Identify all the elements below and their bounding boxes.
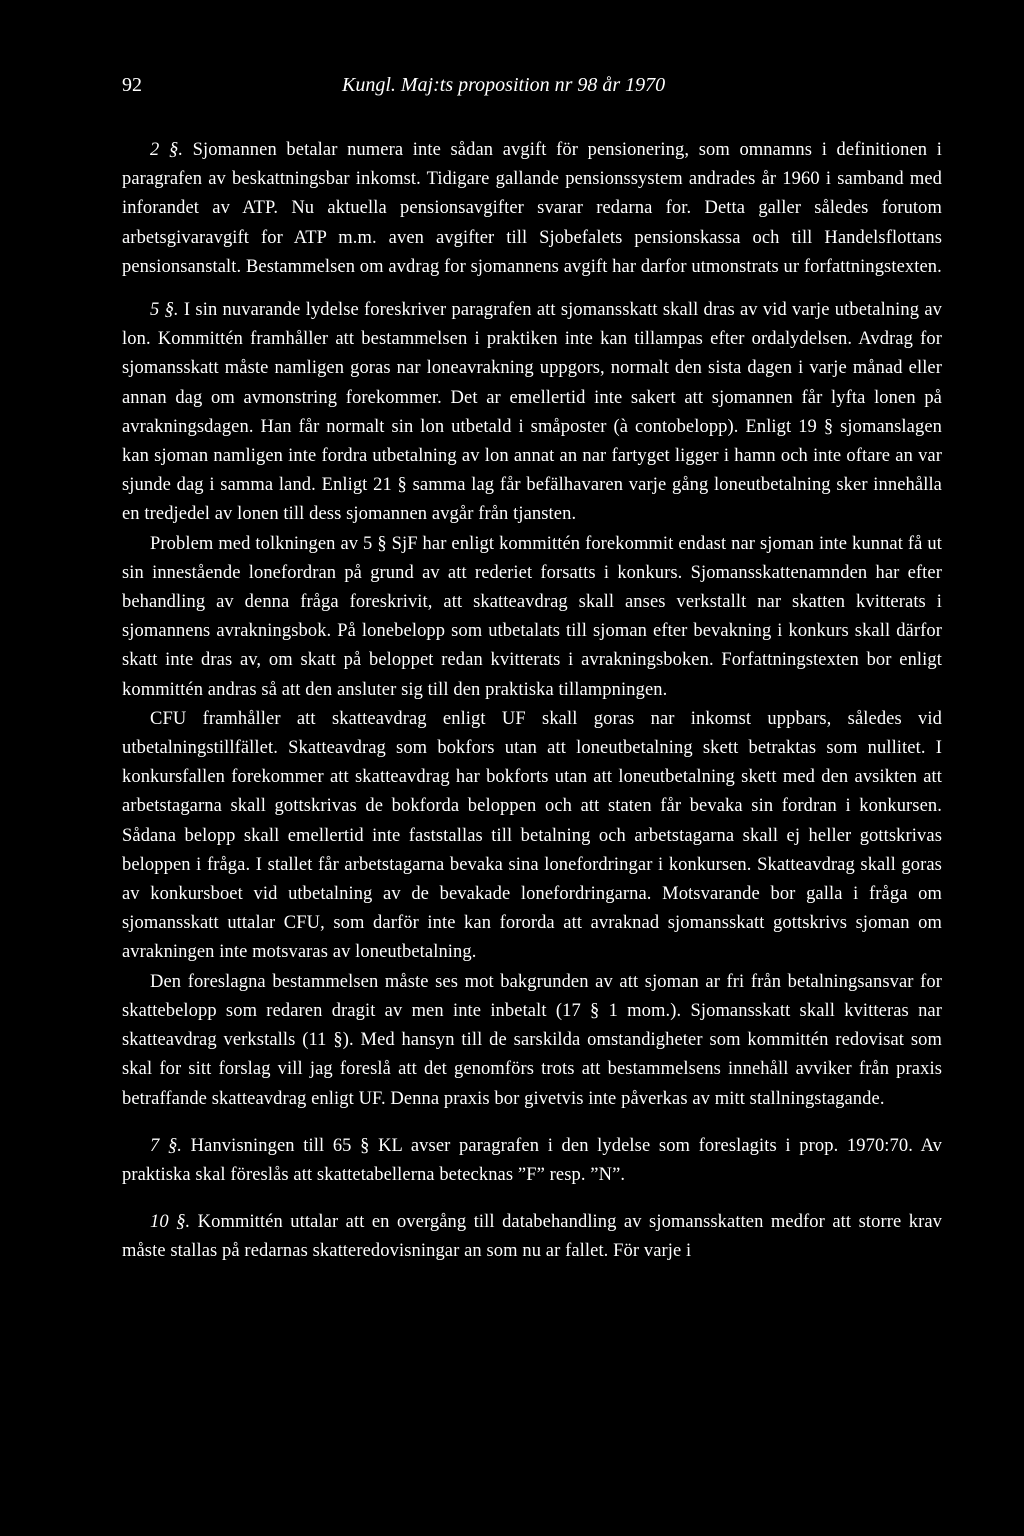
paragraph-problem (122, 530, 942, 705)
paragraph-proposal (122, 968, 942, 1114)
section-marker: 7 §. (150, 1135, 183, 1156)
paragraph-text: Hanvisningen till 65 § KL avser paragrafen i den lydelse som foreslagits i prop. 1970:70. Av praktiska skal föreslås att skattetabellerna betecknas ”F” resp. ”N”. (122, 1135, 943, 1185)
running-title: Kungl. Maj:ts proposition nr 98 år 1970 (342, 74, 666, 96)
paragraph-section-5 (122, 296, 942, 530)
paragraph-text: Problem med tolkningen av 5 § SjF har enligt kommittén forekommit endast nar sjoman inte kunnat få ut sin innestående lonefordran på grund av att rederiet forsatts i konkurs. Sjomansskattenamnden har efter behandling av denna fråga foreskrivit, att skatteavdrag skall anses verkstallt nar skatten kvitterats i sjomannens avrakningsbok. På lonebelopp som utbetalats till sjoman efter bevakning i konkurs skall därfor skatt inte dras av, om skatt på beloppet redan kvitterats i avrakningsboken. Forfattningstexten bor enligt kommittén andras så att den ansluter sig till den praktiska tillampningen. (122, 533, 942, 700)
paragraph-text: Kommittén uttalar att en overgång till databehandling av sjomansskatten medfor att storre krav måste stallas på redarnas skatteredovisningar an som nu ar fallet. För varje i (122, 1212, 943, 1262)
paragraph-text: Den foreslagna bestammelsen måste ses mot bakgrunden av att sjoman ar fri från betalningsansvar for skattebelopp som redaren dragit av men inte inbetalt (17 § 1 mom.). Sjomansskatt skall kvitteras nar skatteavdrag verkstalls (11 §). Med hansyn till de sarskilda omstandigheter som kommittén redovisat som skal for sitt forslag vill jag foreslå att det genomförs trots att bestammelsens innehåll avviker från praxis betraffande skatteavdrag enligt UF. Denna praxis bor givetvis inte påverkas av mitt stallningstagande. (122, 971, 942, 1109)
section-marker: 2 §. (150, 140, 184, 160)
paragraph-text: Sjomannen betalar numera inte sådan avgift för pensionering, som omnamns i definitionen i paragrafen av beskattningsbar inkomst. Tidigare gallande pensionssystem andrades år 1960 i samband med inforandet av ATP. Nu aktuella pensionsavgifter svarar redarna for. Detta galler således forutom arbetsgivaravgift for ATP m.m. aven avgifter till Sjobefalets pensionskassa och till Handelsflottans pensionsanstalt. Bestammelsen om avdrag for sjomannens avgift har darfor utmonstrats ur forfattningstexten. (122, 140, 942, 277)
body-text (122, 136, 942, 1267)
page-header (122, 74, 942, 106)
paragraph-text: CFU framhåller att skatteavdrag enligt UF skall goras nar inkomst uppbars, således vid utbetalningstillfället. Skatteavdrag som bokfors utan att loneutbetalning skett betraktas som nullitet. I konkursfallen forekommer att skatteavdrag har bokforts utan att loneutbetalning skett med den avsikten att arbetstagarna skall gottskrivas de bokforda beloppen och att staten får bevaka sin fordran i konkursen. Sådana belopp skall emellertid inte faststallas till betalning och arbetstagarna skall ej heller gottskrivas beloppen i fråga. I stallet får arbetstagarna bevaka sina lonefordringar i konkursen. Skatteavdrag skall goras av konkursboet vid utbetalning av de bevakade lonefordringarna. Motsvarande bor galla i fråga om sjomansskatt uttalar CFU, som darför inte kan fororda att avraknad sjomansskatt gottskrivs sjoman om avrakningen inte motsvaras av loneutbetalning. (122, 708, 942, 963)
paragraph-text: I sin nuvarande lydelse foreskriver paragrafen att sjomansskatt skall dras av vid varje utbetalning av lon. Kommittén framhåller att bestammelsen i praktiken inte kan tillampas efter ordalydelsen. Avdrag for sjomansskatt måste namligen goras nar loneavrakning uppgors, normalt den sista dagen i varje månad eller annan dag om avmonstring forekommer. Det ar emellertid inte sakert att sjomannen får lyfta lonen på avrakningsdagen. Han får normalt sin lon utbetald i småposter (à contobelopp). Enligt 19 § sjomanslagen kan sjoman namligen inte fordra utbetalning av lon annat an nar fartyget ligger i hamn och inte oftare an var sjunde dag i samma land. Enligt 21 § samma lag får befälhavaren varje gång loneutbetalning sker innehålla en tredjedel av lonen till dess sjomannen avgår från tjansten. (122, 300, 942, 525)
page-number: 92 (122, 74, 142, 96)
section-marker: 10 §. (150, 1212, 191, 1233)
paragraph-section-7 (122, 1132, 942, 1190)
section-marker: 5 §. (150, 300, 179, 321)
paragraph-cfu (122, 705, 942, 968)
paragraph-section-2 (122, 136, 942, 282)
paragraph-section-10 (122, 1208, 942, 1266)
